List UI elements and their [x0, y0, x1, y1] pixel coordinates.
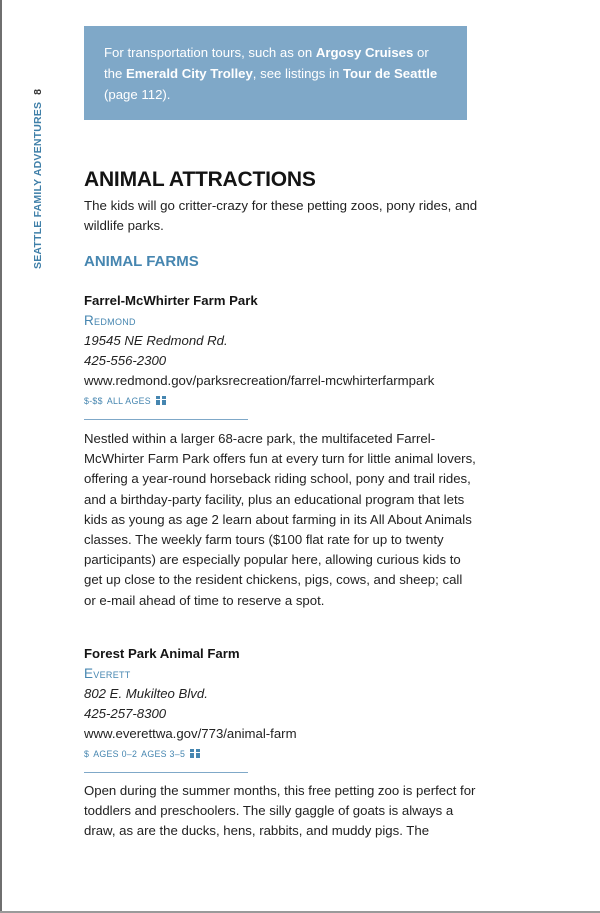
- listing-name: Farrel-McWhirter Farm Park: [84, 293, 258, 308]
- subsection-heading: ANIMAL FARMS: [84, 253, 199, 270]
- gift-icon: [190, 749, 200, 758]
- listing-city: Everett: [84, 666, 131, 681]
- listing-description: Nestled within a larger 68-acre park, the multifaceted Farrel-McWhirter Farm Park offers fun at every turn for little animal lovers, offering a year-round horseback riding school, pony and trail rides, and a birthday-party facility, plus an educational program that lets kids as young as age 2 learn about farming in its All About Animals classes. The weekly farm tours ($100 flat rate for up to twenty participants) are especially popular here, allowing curious kids to get up close to the resident chickens, pigs, cows, and sheep; call or e-mail ahead of time to reserve a spot.: [84, 431, 476, 608]
- listing-address: 802 E. Mukilteo Blvd.: [84, 686, 208, 701]
- listing-divider: [84, 419, 248, 420]
- listing-phone: 425-257-8300: [84, 706, 167, 721]
- page-edge: [0, 0, 2, 913]
- listing-address: 19545 NE Redmond Rd.: [84, 333, 228, 348]
- gift-icon: [156, 396, 166, 405]
- listing-url[interactable]: www.redmond.gov/parksrecreation/farrel-mcwhirterfarmpark: [84, 373, 435, 388]
- age-badge: AGES 3–5: [141, 749, 186, 759]
- listing-name: Forest Park Animal Farm: [84, 646, 240, 661]
- section-title: ANIMAL ATTRACTIONS: [84, 168, 316, 191]
- callout-text: , see listings in: [252, 66, 343, 81]
- chapter-side-tab: [32, 89, 44, 269]
- price-badge: $-$$: [84, 396, 103, 406]
- callout-text: For transportation tours, such as on: [104, 45, 316, 60]
- listing-city: Redmond: [84, 313, 136, 328]
- listing-forest-park: [84, 644, 484, 773]
- age-badge: ALL AGES: [106, 396, 151, 406]
- transportation-callout: [84, 26, 467, 120]
- listing-description: Open during the summer months, this free petting zoo is perfect for toddlers and preschoolers. The silly gaggle of goats is always a draw, as are the ducks, hens, rabbits, and muddy pigs. The: [84, 783, 476, 839]
- callout-text: (page 112).: [104, 87, 171, 102]
- listing-meta: [84, 745, 484, 763]
- page-number: 8: [32, 88, 44, 95]
- callout-bold-tour: Tour de Seattle: [342, 66, 438, 81]
- listing-farrel-mcwhirter: [84, 291, 484, 420]
- listing-phone: 425-556-2300: [84, 353, 167, 368]
- age-badge: AGES 0–2: [93, 749, 138, 759]
- listing-divider: [84, 772, 248, 773]
- listing-meta: [84, 392, 484, 410]
- section-intro: The kids will go critter-crazy for these petting zoos, pony rides, and wildlife parks.: [84, 198, 478, 233]
- callout-bold-trolley: Emerald City Trolley: [126, 66, 253, 81]
- listing-url[interactable]: www.everettwa.gov/773/animal-farm: [84, 726, 297, 741]
- price-badge: $: [84, 749, 90, 759]
- callout-bold-argosy: Argosy Cruises: [315, 45, 414, 60]
- callout-text: or the: [104, 45, 429, 81]
- chapter-label: SEATTLE FAMILY ADVENTURES: [32, 101, 44, 269]
